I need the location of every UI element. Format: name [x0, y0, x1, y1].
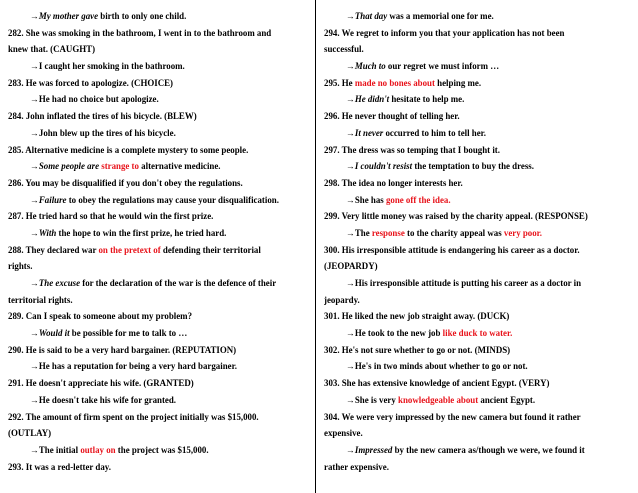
text-line — [8, 342, 304, 359]
text-run: hesitate to help me. — [389, 94, 465, 105]
text-run: → — [346, 161, 355, 172]
text-line — [8, 208, 304, 225]
text-run: 294. We regret to inform you that your application has not been — [324, 27, 565, 38]
text-run: the project was $15,000. — [115, 444, 209, 455]
highlighted-phrase: outlay on — [80, 444, 116, 455]
text-line — [8, 258, 304, 275]
text-line — [324, 41, 624, 58]
text-run: 296. He never thought of telling her. — [324, 111, 460, 122]
text-run: (JEOPARDY) — [324, 261, 378, 272]
text-line — [324, 258, 624, 275]
text-run: by the new camera as/though we were, we found it — [392, 444, 585, 455]
answer-line — [324, 392, 624, 409]
text-run: jeopardy. — [324, 294, 360, 305]
text-run: → — [30, 328, 39, 339]
text-run: →The — [346, 227, 372, 238]
answer-line — [324, 158, 624, 175]
text-run: →He had no choice but apologize. — [30, 94, 159, 105]
answer-line — [8, 325, 304, 342]
italic-phrase: Would it — [38, 328, 70, 339]
answer-line — [324, 91, 624, 108]
text-run: 287. He tried hard so that he would win the first prize. — [8, 211, 214, 222]
text-run: 301. He liked the new job straight away. (DUCK) — [324, 311, 510, 322]
text-run: 293. It was a red-letter day. — [8, 461, 111, 472]
text-run: (OUTLAY) — [8, 428, 52, 439]
text-run: ancient Egypt. — [478, 394, 536, 405]
text-run: 284. John inflated the tires of his bicycle. (BLEW) — [8, 111, 197, 122]
answer-line — [8, 392, 304, 409]
text-run: → — [30, 11, 39, 21]
text-line — [8, 409, 304, 426]
text-run: → — [346, 444, 355, 455]
text-run: → — [346, 11, 355, 21]
italic-phrase: The excuse — [38, 278, 81, 288]
text-line — [8, 25, 304, 42]
answer-line — [324, 442, 624, 459]
highlighted-phrase: on the pretext of — [98, 244, 161, 255]
text-run: alternative medicine. — [138, 161, 221, 172]
text-line — [324, 242, 624, 259]
text-line — [324, 208, 624, 225]
text-run: →I caught her smoking in the bathroom. — [30, 61, 185, 72]
answer-line — [8, 358, 304, 375]
text-run: → — [30, 194, 39, 205]
text-run: occurred to him to tell her. — [383, 127, 487, 138]
text-run: →He doesn't take his wife for granted. — [30, 394, 177, 405]
text-line — [324, 75, 624, 92]
text-line — [8, 75, 304, 92]
text-run: defending their territorial — [160, 244, 261, 255]
answer-line — [324, 125, 624, 142]
text-run: helping me. — [434, 77, 482, 88]
answer-line — [8, 125, 304, 142]
answer-line — [324, 358, 624, 375]
text-line — [324, 142, 624, 159]
text-run: →He's in two minds about whether to go or not. — [346, 361, 528, 372]
text-line — [324, 375, 624, 392]
answer-line — [324, 8, 624, 25]
text-run: to obey the regulations may cause your disqualification. — [66, 194, 279, 205]
text-line — [324, 409, 624, 426]
answer-line — [324, 225, 624, 242]
text-run: rights. — [8, 261, 33, 272]
text-run: 304. We were very impressed by the new camera but found it rather — [324, 411, 581, 422]
italic-phrase: Failure — [38, 194, 67, 205]
highlighted-phrase: very poor. — [503, 227, 542, 238]
text-run: 300. His irresponsible attitude is endangering his career as a doctor. — [324, 244, 580, 255]
text-run: territorial rights. — [8, 294, 73, 305]
text-run: to the charity appeal was — [404, 227, 504, 238]
text-line — [8, 308, 304, 325]
left-column — [8, 8, 304, 475]
text-run: 291. He doesn't appreciate his wife. (GRANTED) — [8, 378, 194, 389]
text-run: be possible for me to talk to … — [69, 328, 188, 339]
text-line — [8, 41, 304, 58]
answer-line — [8, 158, 304, 175]
text-run: 286. You may be disqualified if you don't obey the regulations. — [8, 177, 243, 188]
answer-line — [8, 8, 304, 25]
text-run: 289. Can I speak to someone about my problem? — [8, 311, 193, 322]
answer-line — [324, 275, 624, 292]
text-line — [8, 242, 304, 259]
text-run: →The initial — [30, 444, 81, 455]
text-run: was a memorial one for me. — [387, 11, 494, 21]
text-run: 285. Alternative medicine is a complete mystery to some people. — [8, 144, 249, 155]
text-run: →He has a reputation for being a very hard bargainer. — [30, 361, 237, 372]
text-run: rather expensive. — [324, 461, 389, 472]
text-run: → — [346, 127, 355, 138]
text-line — [8, 425, 304, 442]
text-run: →His irresponsible attitude is putting his career as a doctor in — [346, 278, 582, 288]
italic-phrase: Impressed — [354, 444, 393, 455]
answer-line — [8, 91, 304, 108]
italic-phrase: I couldn't resist — [354, 161, 413, 172]
text-line — [324, 342, 624, 359]
text-line — [324, 108, 624, 125]
italic-phrase: It never — [354, 127, 384, 138]
answer-line — [8, 275, 304, 292]
text-run: 303. She has extensive knowledge of ancient Egypt. (VERY) — [324, 378, 550, 389]
italic-phrase: Much to — [354, 61, 386, 72]
text-run: → — [346, 94, 355, 105]
text-line — [8, 108, 304, 125]
text-run: →He took to the new job — [346, 328, 443, 339]
right-column — [324, 8, 624, 475]
text-run: successful. — [324, 44, 364, 55]
text-run: 283. He was forced to apologize. (CHOICE) — [8, 77, 173, 88]
highlighted-phrase: like duck to water. — [442, 328, 513, 339]
italic-phrase: He didn't — [354, 94, 390, 105]
text-run: 290. He is said to be a very hard bargainer. (REPUTATION) — [8, 344, 237, 355]
answer-line — [8, 192, 304, 209]
text-line — [8, 459, 304, 476]
answer-line — [324, 325, 624, 342]
highlighted-phrase: knowledgeable about — [398, 394, 479, 405]
italic-phrase: My mother gave — [38, 11, 99, 21]
text-line — [8, 375, 304, 392]
text-line — [324, 425, 624, 442]
text-run: birth to only one child. — [98, 11, 187, 21]
answer-line — [8, 225, 304, 242]
text-run: knew that. (CAUGHT) — [8, 44, 96, 55]
text-line — [324, 25, 624, 42]
answer-line — [8, 442, 304, 459]
answer-line — [324, 192, 624, 209]
text-run: → — [30, 278, 39, 288]
text-line — [324, 175, 624, 192]
text-run: → — [30, 161, 39, 172]
text-line — [8, 175, 304, 192]
italic-phrase: Some people are — [38, 161, 100, 172]
answer-line — [324, 58, 624, 75]
highlighted-phrase: gone off the idea. — [385, 194, 451, 205]
highlighted-phrase: response — [371, 227, 405, 238]
column-divider — [315, 0, 316, 493]
text-run: → — [346, 61, 355, 72]
text-run: the temptation to buy the dress. — [412, 161, 534, 172]
text-run: for the declaration of the war is the defence of their — [80, 278, 277, 288]
text-run: 297. The dress was so temping that I bought it. — [324, 144, 500, 155]
text-run: 292. The amount of firm spent on the project initially was $15,000. — [8, 411, 259, 422]
text-run: expensive. — [324, 428, 363, 439]
text-line — [324, 308, 624, 325]
text-line — [324, 459, 624, 476]
highlighted-phrase: strange to — [101, 161, 139, 172]
italic-phrase: With — [38, 227, 57, 238]
text-run: the hope to win the first prize, he tried hard. — [56, 227, 227, 238]
text-run: 298. The idea no longer interests her. — [324, 177, 463, 188]
text-run: 302. He's not sure whether to go or not. (MINDS) — [324, 344, 511, 355]
text-run: →John blew up the tires of his bicycle. — [30, 127, 176, 138]
text-run: 295. He — [324, 77, 355, 88]
italic-phrase: That day — [354, 11, 388, 21]
answer-line — [8, 58, 304, 75]
text-run: → — [30, 227, 39, 238]
text-line — [8, 142, 304, 159]
text-run: →She is very — [346, 394, 399, 405]
text-line — [8, 292, 304, 309]
highlighted-phrase: made no bones about — [354, 77, 435, 88]
text-run: 299. Very little money was raised by the charity appeal. (RESPONSE) — [324, 211, 588, 222]
text-run: 288. They declared war — [8, 244, 99, 255]
text-run: 282. She was smoking in the bathroom, I went in to the bathroom and — [8, 27, 272, 38]
text-run: →She has — [346, 194, 386, 205]
text-run: our regret we must inform … — [385, 61, 500, 72]
text-line — [324, 292, 624, 309]
